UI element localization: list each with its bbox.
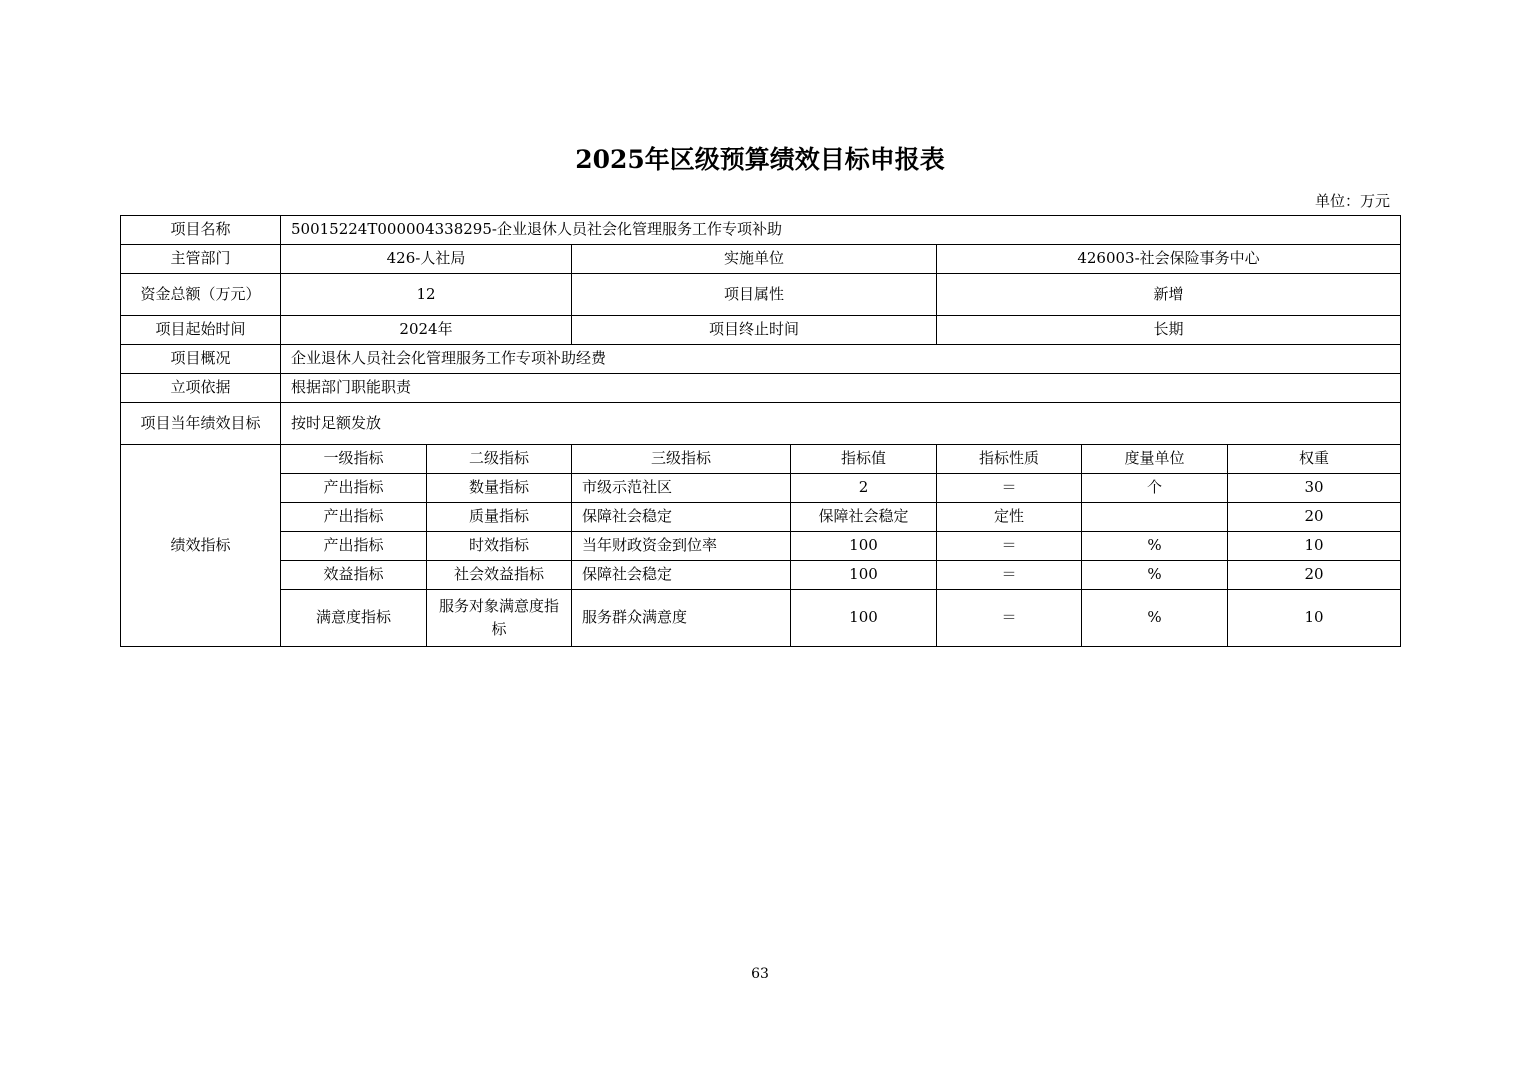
cell-weight: 20: [1228, 561, 1401, 590]
row-project-name: [121, 216, 1401, 245]
cell-level3: 保障社会稳定: [572, 561, 791, 590]
department-value: 426-人社局: [281, 245, 572, 274]
annual-goal-label: 项目当年绩效目标: [121, 403, 281, 445]
cell-level1: 效益指标: [281, 561, 427, 590]
project-name-label: 项目名称: [121, 216, 281, 245]
cell-level1: 满意度指标: [281, 590, 427, 647]
header-level2: 二级指标: [427, 445, 572, 474]
fund-total-label: 资金总额（万元）: [121, 274, 281, 316]
row-overview: [121, 345, 1401, 374]
project-attribute-value: 新增: [937, 274, 1401, 316]
cell-unit: %: [1082, 590, 1228, 647]
cell-nature: ＝: [937, 561, 1082, 590]
indicators-section-label: 绩效指标: [121, 445, 281, 647]
cell-weight: 20: [1228, 503, 1401, 532]
overview-value: 企业退休人员社会化管理服务工作专项补助经费: [281, 345, 1401, 374]
row-period: [121, 316, 1401, 345]
basis-label: 立项依据: [121, 374, 281, 403]
header-nature: 指标性质: [937, 445, 1082, 474]
project-attribute-label: 项目属性: [572, 274, 937, 316]
implementing-unit-value: 426003-社会保险事务中心: [937, 245, 1401, 274]
project-name-value: 50015224T000004338295-企业退休人员社会化管理服务工作专项补助: [281, 216, 1401, 245]
cell-level2: 服务对象满意度指标: [427, 590, 572, 647]
end-time-label: 项目终止时间: [572, 316, 937, 345]
header-weight: 权重: [1228, 445, 1401, 474]
table-row: [121, 590, 1401, 647]
header-level1: 一级指标: [281, 445, 427, 474]
basis-value: 根据部门职能职责: [281, 374, 1401, 403]
row-annual-goal: [121, 403, 1401, 445]
header-unit: 度量单位: [1082, 445, 1228, 474]
row-department: [121, 245, 1401, 274]
cell-level2: 质量指标: [427, 503, 572, 532]
header-level3: 三级指标: [572, 445, 791, 474]
cell-unit: 个: [1082, 474, 1228, 503]
cell-level3: 市级示范社区: [572, 474, 791, 503]
implementing-unit-label: 实施单位: [572, 245, 937, 274]
cell-unit: [1082, 503, 1228, 532]
cell-value: 100: [791, 561, 937, 590]
cell-level1: 产出指标: [281, 532, 427, 561]
cell-nature: ＝: [937, 590, 1082, 647]
indicator-header-row: [121, 445, 1401, 474]
page-title: 2025年区级预算绩效目标申报表: [575, 145, 945, 174]
cell-nature: 定性: [937, 503, 1082, 532]
cell-unit: %: [1082, 532, 1228, 561]
cell-value: 100: [791, 532, 937, 561]
header-value: 指标值: [791, 445, 937, 474]
cell-weight: 10: [1228, 532, 1401, 561]
row-fund: [121, 274, 1401, 316]
page-number: 63: [751, 966, 769, 982]
cell-weight: 10: [1228, 590, 1401, 647]
cell-nature: ＝: [937, 532, 1082, 561]
row-basis: [121, 374, 1401, 403]
performance-goal-table: [120, 215, 1401, 647]
cell-level1: 产出指标: [281, 503, 427, 532]
annual-goal-value: 按时足额发放: [281, 403, 1401, 445]
cell-level2: 数量指标: [427, 474, 572, 503]
table-row: [121, 474, 1401, 503]
unit-label: 单位：万元: [1314, 192, 1390, 210]
fund-total-value: 12: [281, 274, 572, 316]
start-time-value: 2024年: [281, 316, 572, 345]
cell-level1: 产出指标: [281, 474, 427, 503]
cell-value: 保障社会稳定: [791, 503, 937, 532]
table-row: [121, 503, 1401, 532]
cell-level2: 社会效益指标: [427, 561, 572, 590]
cell-weight: 30: [1228, 474, 1401, 503]
cell-level3: 保障社会稳定: [572, 503, 791, 532]
cell-level3: 服务群众满意度: [572, 590, 791, 647]
cell-value: 2: [791, 474, 937, 503]
cell-nature: ＝: [937, 474, 1082, 503]
cell-unit: %: [1082, 561, 1228, 590]
department-label: 主管部门: [121, 245, 281, 274]
overview-label: 项目概况: [121, 345, 281, 374]
table-row: [121, 532, 1401, 561]
cell-level2: 时效指标: [427, 532, 572, 561]
end-time-value: 长期: [937, 316, 1401, 345]
start-time-label: 项目起始时间: [121, 316, 281, 345]
cell-value: 100: [791, 590, 937, 647]
table-row: [121, 561, 1401, 590]
cell-level3: 当年财政资金到位率: [572, 532, 791, 561]
